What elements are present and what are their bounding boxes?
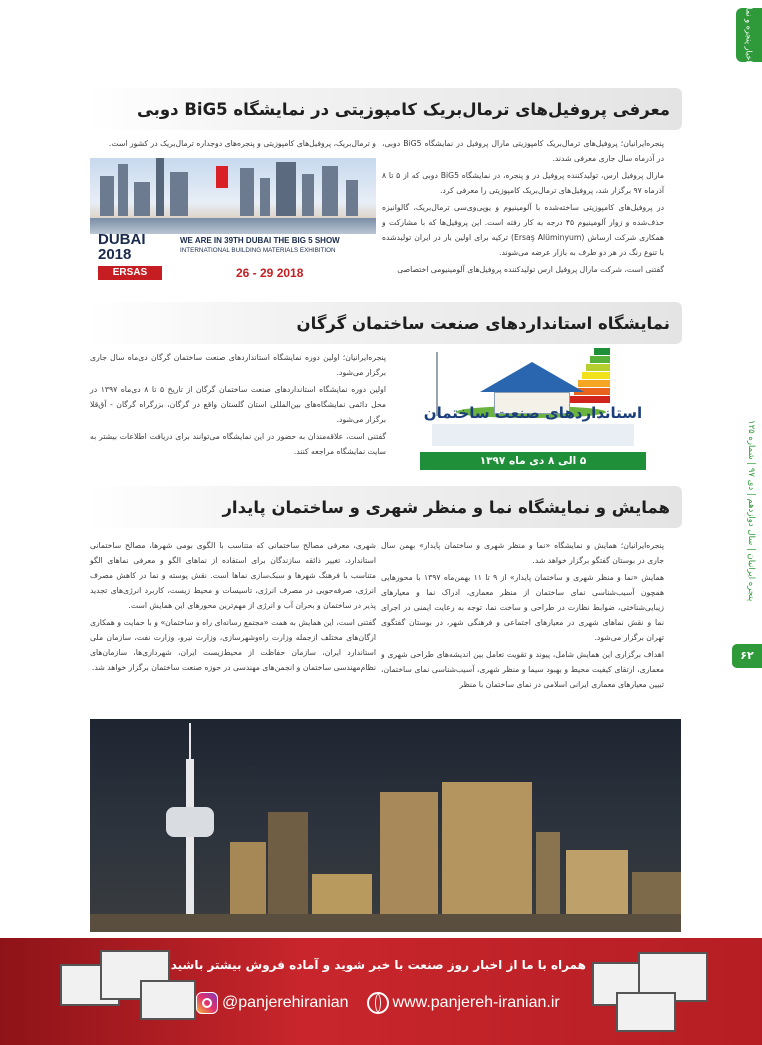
website-link[interactable] (367, 992, 560, 1014)
poster-banner-line2: INTERNATIONAL BUILDING MATERIALS EXHIBITION (180, 247, 336, 254)
gorgan-expo-poster (420, 344, 646, 474)
paragraph: گفتنی است، علاقه‌مندان به حضور در این نمایشگاه می‌توانند برای دریافت اطلاعات بیشتر به سایت نمایشگاه مراجعه کنند. (90, 432, 386, 456)
poster-banner-line1: WE ARE IN 39TH DUBAI THE BIG 5 SHOW (180, 236, 340, 245)
section-tab-label: اخبار پنجره و نما (744, 7, 754, 63)
flag-icon (216, 166, 228, 188)
paragraph: اهداف برگزاری این همایش شامل، پیوند و تقویت تعامل بین اندیشه‌های طراحی شهری و معماری، ارتقای کیفیت محیط و بهبود سیما و منظر شهری، آسیب‌شناسی نمای ساختمان، تبیین معیارهای معماری ایرانی اسلامی در نمای ساختمان با منظر (381, 650, 664, 689)
section-tab (736, 8, 762, 62)
instagram-handle: @panjerehiranian (222, 994, 349, 1011)
article-3-title: همایش و نمایشگاه نما و منظر شهری و ساختمان پایدار (222, 497, 670, 517)
paragraph: در پروفیل‌های کامپوزیتی ساخته‌شده با آلومینیوم و یوپی‌وی‌سی ترمال‌بریک، گالوانیزه حذف‌شده و زوار آلومینیوم ۴۵ درجه به کار رفته است. این پروفیل‌ها که با مشارکت و همکاری شرکت ارساش (Ersaş Alüminyum) ترکیه برای اولین بار در ایران تولیدشده با تنوع رنگ در هر دو طرف به بازار عرضه می‌شوند. (382, 203, 664, 257)
tehran-night-photo (90, 719, 681, 932)
article-3-col-right (381, 538, 664, 694)
article-2-header (88, 302, 682, 344)
website-url: www.panjereh-iranian.ir (392, 994, 560, 1011)
poster-title: استانداردهای صنعت ساختمان (423, 404, 643, 422)
big5-dubai-poster (90, 158, 376, 290)
magazine-info: پنجره ایرانیان | سال دوازدهم | دی ۹۷ | شماره ۱۲۵ (746, 420, 756, 602)
ersas-logo: ERSAS (98, 266, 162, 280)
milad-tower-icon (166, 807, 214, 837)
poster-dates: ۵ الی ۸ دی ماه ۱۳۹۷ (420, 452, 646, 470)
page-number: ۶۲ (732, 644, 762, 668)
paragraph: شهری، معرفی مصالح ساختمانی که متناسب با الگوی بومی شهرها، مصالح ساختمانی استاندارد، تغییر ذائقه سازندگان برای استفاده از نماهای الگو و معرفی نماهای الگو متناسب با فرهنگ شهرها و سبک‌سازی نماها است. نقش پوسته و نما در کاهش مصرف انرژی، صرفه‌جویی در مصرف انرژی، تاسیسات و محیط زیست، کاربرد انرژی‌های تجدید پذیر در ساختمان و بحران آب و انرژی از مهم‌ترین محورهای این همایش است. (90, 541, 376, 610)
paragraph: اولین دوره نمایشگاه استانداردهای صنعت ساختمان گرگان از تاریخ ۵ تا ۸ دی‌ماه ۱۳۹۷ در محل دائمی نمایشگاه‌های بین‌المللی استان گلستان واقع در گرگان، بزرگراه گرگان - آق‌قلا برگزار می‌شود. (90, 385, 386, 424)
paragraph: گفتنی است، شرکت مارال پروفیل ارس تولیدکننده پروفیل‌های آلومینیومی اختصاصی (397, 265, 664, 274)
article-1-col-right (382, 136, 664, 279)
paragraph: گفتنی است، این همایش به همت «مجتمع رسانه‌ای راه و ساختمان» و با حمایت و همکاری ارگان‌های مختلف ازجمله وزارت راه‌وشهرسازی، وزارت نیرو، وزارت نفت، سازمان ملی استاندارد ایران، سازمان حفاظت از محیط‌زیست ایران، شهرداری‌ها، سازمان‌های نظام‌مهندسی ساختمان و انجمن‌های مهندسی در حوزه صنعت ساختمان برگزار خواهد شد. (90, 618, 376, 672)
paragraph: پنجره‌ایرانیان؛ اولین دوره نمایشگاه استانداردهای صنعت ساختمان گرگان دی‌ماه سال جاری برگزار می‌شود. (90, 353, 386, 377)
paragraph: مارال پروفیل ارس، تولیدکننده پروفیل در و پنجره، در نمایشگاه BiG5 دوبی که از ۵ تا ۸ آذرماه ۹۷ برگزار شد، پروفیل‌های ترمال‌بریک کامپوزیتی را معرفی کرد. (382, 171, 664, 195)
paragraph: پنجره‌ایرانیان؛ همایش و نمایشگاه «نما و منظر شهری و ساختمان پایدار» بهمن سال جاری در بوستان گفتگو برگزار خواهد شد. (381, 541, 664, 565)
footer-slogan: همراه با ما از اخبار روز صنعت با خبر شوید و آماده فروش بیشتر باشید (170, 958, 586, 972)
article-1-col-left (90, 136, 376, 153)
instagram-icon (196, 992, 218, 1014)
globe-icon (367, 992, 389, 1014)
house-icon (480, 362, 584, 392)
poster-city: DUBAI 2018 (98, 231, 146, 263)
paragraph: همایش «نما و منظر شهری و ساختمان پایدار» از ۹ تا ۱۱ بهمن‌ماه ۱۳۹۷ با محورهایی همچون آسیب‌شناسی نمای ساختمان از منظر معماری، ادراک نما و معیارهای زیبایی‌شناختی، ضوابط نظارت در طراحی و ساخت نما، توجه به رعایت ایمنی در اجرای نما و نقش نماهای شهری در معیارهای اجتماعی و فرهنگی شهر، در بوستان گفتگوی تهران برگزار می‌شود. (381, 573, 665, 642)
poster-dates: 26 - 29 2018 (236, 266, 304, 280)
monitors-illustration-right (592, 948, 722, 1038)
article-2-text (90, 350, 386, 461)
article-1-header (88, 88, 682, 130)
article-1-title: معرفی پروفیل‌های ترمال‌بریک کامپوزیتی در نمایشگاه BiG5 دوبی (136, 99, 670, 119)
paragraph: و ترمال‌بریک، پروفیل‌های کامپوزیتی و پنجره‌های دوجداره ترمال‌بریک در کشور است. (108, 139, 376, 148)
article-3-col-left (90, 538, 376, 677)
article-2-title: نمایشگاه استانداردهای صنعت ساختمان گرگان (296, 313, 670, 333)
footer-links (196, 992, 560, 1014)
magazine-info-strip (732, 410, 762, 630)
instagram-link[interactable] (196, 992, 349, 1014)
article-3-header (88, 486, 682, 528)
promo-footer (0, 938, 762, 1045)
paragraph: پنجره‌ایرانیان؛ پروفیل‌های ترمال‌بریک کامپوزیتی مارال پروفیل در نمایشگاه BiG5 دوبی، در آذرماه سال جاری معرفی شدند. (382, 139, 665, 163)
